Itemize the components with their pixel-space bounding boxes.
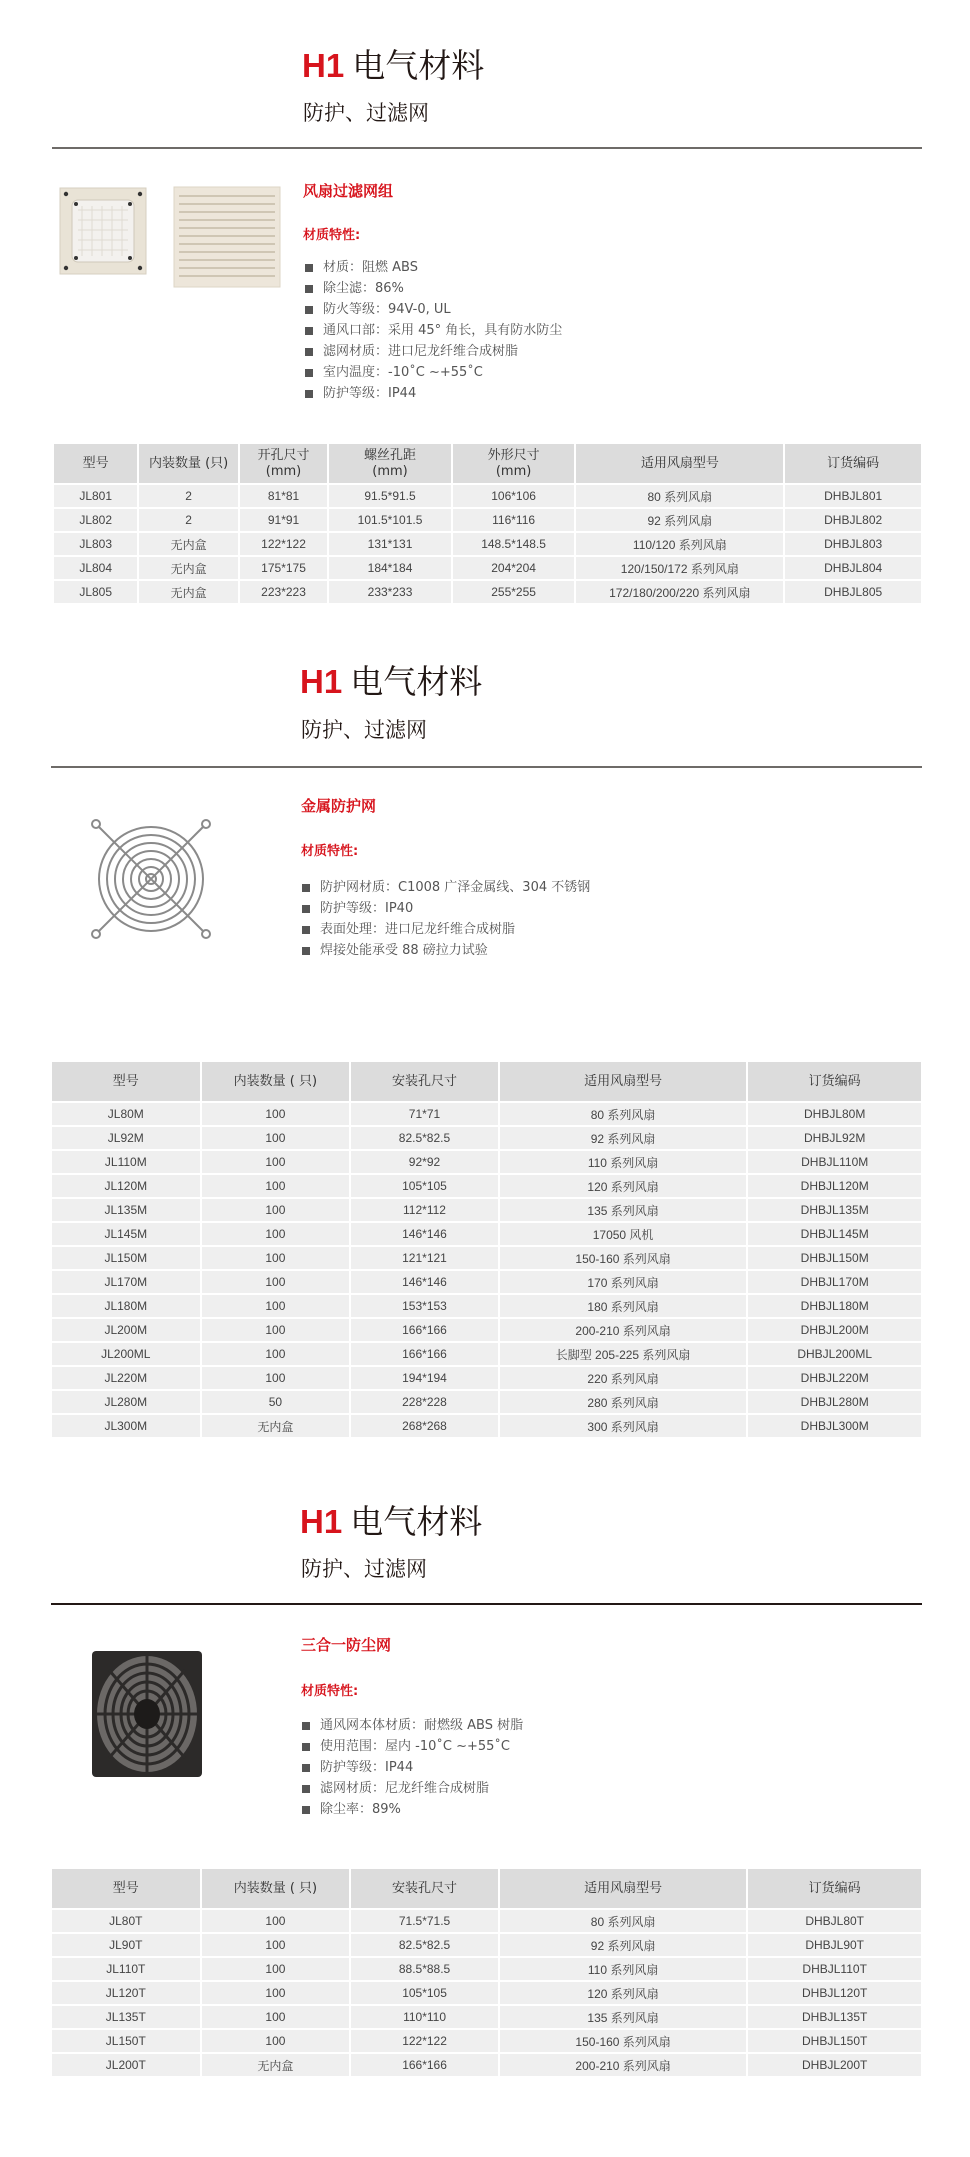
feature-item: 除尘率：89% bbox=[302, 1799, 523, 1820]
table-cell: DHBJL150M bbox=[748, 1247, 921, 1269]
page-title bbox=[300, 1502, 482, 1542]
divider bbox=[51, 766, 922, 768]
feature-item: 滤网材质：尼龙纤维合成树脂 bbox=[302, 1778, 523, 1799]
table-cell: JL110T bbox=[52, 1958, 200, 1980]
metal-fan-guard-image bbox=[88, 818, 214, 940]
table-cell: JL220M bbox=[52, 1367, 200, 1389]
feature-item: 防护等级：IP44 bbox=[305, 383, 562, 404]
table-cell: 110 系列风扇 bbox=[500, 1151, 747, 1173]
column-header-qty: 内装数量 ( 只) bbox=[202, 1869, 350, 1908]
table-cell: 无内盒 bbox=[202, 1415, 350, 1437]
table-cell: 135 系列风扇 bbox=[500, 2006, 746, 2028]
table-cell: 100 bbox=[202, 1319, 350, 1341]
table-cell: DHBJL300M bbox=[748, 1415, 921, 1437]
table-cell: 无内盒 bbox=[139, 533, 237, 555]
table-cell: DHBJL801 bbox=[785, 485, 921, 507]
table-cell: DHBJL80T bbox=[748, 1910, 921, 1932]
table-cell: 100 bbox=[202, 1223, 350, 1245]
square-bullet-icon bbox=[302, 926, 310, 934]
table-cell: 105*105 bbox=[351, 1982, 498, 2004]
table-row bbox=[54, 485, 921, 507]
table-cell: 100 bbox=[202, 1247, 350, 1269]
column-header-model: 型号 bbox=[52, 1062, 200, 1101]
features-list bbox=[305, 257, 562, 404]
table-cell: 180 系列风扇 bbox=[500, 1295, 747, 1317]
table-cell: 17050 风机 bbox=[500, 1223, 747, 1245]
table-cell: DHBJL110T bbox=[748, 1958, 921, 1980]
table-cell: JL135M bbox=[52, 1199, 200, 1221]
table-row bbox=[52, 1343, 921, 1365]
table-row bbox=[52, 1175, 921, 1197]
divider bbox=[51, 1603, 922, 1605]
table-cell: 91*91 bbox=[240, 509, 327, 531]
feature-item: 通风网本体材质：耐燃级 ABS 树脂 bbox=[302, 1715, 523, 1736]
table-cell: 无内盒 bbox=[139, 557, 237, 579]
table-cell: JL120T bbox=[52, 1982, 200, 2004]
table-cell: DHBJL150T bbox=[748, 2030, 921, 2052]
square-bullet-icon bbox=[305, 390, 313, 398]
features-list bbox=[302, 877, 590, 961]
table-row bbox=[52, 1367, 921, 1389]
square-bullet-icon bbox=[302, 884, 310, 892]
feature-item: 防火等级：94V-0, UL bbox=[305, 299, 562, 320]
column-header-outer-size bbox=[453, 444, 575, 483]
table-row bbox=[52, 1103, 921, 1125]
square-bullet-icon bbox=[305, 306, 313, 314]
column-header-order-code: 订货编码 bbox=[748, 1869, 921, 1908]
table-cell: 112*112 bbox=[351, 1199, 498, 1221]
square-bullet-icon bbox=[302, 947, 310, 955]
table-cell: JL92M bbox=[52, 1127, 200, 1149]
cutout-label: 开孔尺寸 bbox=[257, 447, 310, 463]
table-cell: 100 bbox=[202, 2030, 350, 2052]
table-cell: 71.5*71.5 bbox=[351, 1910, 498, 1932]
table-cell: 268*268 bbox=[351, 1415, 498, 1437]
series-code: H1 bbox=[300, 663, 343, 700]
table-cell: 82.5*82.5 bbox=[351, 1127, 498, 1149]
table-row bbox=[54, 581, 921, 603]
table-cell: 204*204 bbox=[453, 557, 575, 579]
table-body bbox=[52, 1910, 921, 2076]
table-cell: JL200T bbox=[52, 2054, 200, 2076]
table-cell: DHBJL200ML bbox=[748, 1343, 921, 1365]
table-cell: 121*121 bbox=[351, 1247, 498, 1269]
table-row bbox=[54, 509, 921, 531]
table-cell: DHBJL200M bbox=[748, 1319, 921, 1341]
square-bullet-icon bbox=[305, 348, 313, 356]
table-cell: 116*116 bbox=[453, 509, 575, 531]
table-cell: 100 bbox=[202, 1151, 350, 1173]
square-bullet-icon bbox=[305, 369, 313, 377]
table-cell: 122*122 bbox=[240, 533, 327, 555]
louvre-grille-image bbox=[173, 186, 281, 288]
table-cell: 184*184 bbox=[329, 557, 451, 579]
table-cell: 80 系列风扇 bbox=[500, 1910, 746, 1932]
table-cell: 300 系列风扇 bbox=[500, 1415, 747, 1437]
table-cell: 200-210 系列风扇 bbox=[500, 2054, 746, 2076]
table-cell: 无内盒 bbox=[202, 2054, 350, 2076]
table-cell: 长脚型 205-225 系列风扇 bbox=[500, 1343, 747, 1365]
table-cell: JL280M bbox=[52, 1391, 200, 1413]
column-header-fan-model: 适用风扇型号 bbox=[500, 1869, 746, 1908]
column-header-mount-hole: 安装孔尺寸 bbox=[351, 1062, 498, 1101]
table-cell: 100 bbox=[202, 1127, 350, 1149]
page-title bbox=[302, 46, 484, 86]
product-name: 风扇过滤网组 bbox=[303, 182, 394, 200]
table-cell: 228*228 bbox=[351, 1391, 498, 1413]
table-body bbox=[54, 485, 921, 603]
table-cell: 100 bbox=[202, 1103, 350, 1125]
column-header-screw-pitch bbox=[329, 444, 451, 483]
table-cell: 146*146 bbox=[351, 1223, 498, 1245]
table-cell: 80 系列风扇 bbox=[576, 485, 783, 507]
column-header-mount-hole: 安装孔尺寸 bbox=[351, 1869, 498, 1908]
table-row bbox=[52, 2006, 921, 2028]
table-cell: DHBJL120T bbox=[748, 1982, 921, 2004]
table-cell: JL801 bbox=[54, 485, 137, 507]
feature-item: 材质：阻燃 ABS bbox=[305, 257, 562, 278]
page-subtitle: 防护、过滤网 bbox=[303, 101, 429, 125]
screw-pitch-label: 螺丝孔距 bbox=[364, 447, 417, 463]
table-cell: 223*223 bbox=[240, 581, 327, 603]
table-cell: 80 系列风扇 bbox=[500, 1103, 747, 1125]
title-text: 电气材料 bbox=[350, 662, 483, 701]
product-name: 金属防护网 bbox=[301, 797, 377, 815]
spec-table bbox=[50, 1060, 923, 1439]
table-cell: 110 系列风扇 bbox=[500, 1958, 746, 1980]
table-cell: 148.5*148.5 bbox=[453, 533, 575, 555]
section-fan-filter bbox=[0, 0, 970, 620]
feature-item: 滤网材质：进口尼龙纤维合成树脂 bbox=[305, 341, 562, 362]
table-cell: 110*110 bbox=[351, 2006, 498, 2028]
square-bullet-icon bbox=[302, 905, 310, 913]
table-cell: 122*122 bbox=[351, 2030, 498, 2052]
table-cell: DHBJL120M bbox=[748, 1175, 921, 1197]
table-row bbox=[52, 1295, 921, 1317]
table-cell: JL80T bbox=[52, 1910, 200, 1932]
table-cell: 220 系列风扇 bbox=[500, 1367, 747, 1389]
table-body bbox=[52, 1103, 921, 1437]
table-row bbox=[52, 1391, 921, 1413]
features-heading: 材质特性: bbox=[301, 844, 359, 859]
table-row bbox=[52, 1199, 921, 1221]
table-cell: DHBJL200T bbox=[748, 2054, 921, 2076]
fan-filter-assembly-image bbox=[58, 186, 148, 276]
table-cell: 166*166 bbox=[351, 2054, 498, 2076]
feature-item: 防护网材质：C1008 广泽金属线、304 不锈钢 bbox=[302, 877, 590, 898]
table-cell: 2 bbox=[139, 509, 237, 531]
table-cell: 106*106 bbox=[453, 485, 575, 507]
table-cell: 150-160 系列风扇 bbox=[500, 1247, 747, 1269]
square-bullet-icon bbox=[305, 264, 313, 272]
table-row bbox=[52, 1910, 921, 1932]
feature-item: 表面处理：进口尼龙纤维合成树脂 bbox=[302, 919, 590, 940]
table-cell: JL90T bbox=[52, 1934, 200, 1956]
column-header-cutout bbox=[240, 444, 327, 483]
table-row bbox=[52, 1151, 921, 1173]
column-header-qty: 内装数量 (只) bbox=[139, 444, 237, 483]
table-cell: 101.5*101.5 bbox=[329, 509, 451, 531]
table-cell: JL802 bbox=[54, 509, 137, 531]
table-row bbox=[52, 1982, 921, 2004]
table-cell: DHBJL220M bbox=[748, 1367, 921, 1389]
square-bullet-icon bbox=[302, 1722, 310, 1730]
table-cell: 88.5*88.5 bbox=[351, 1958, 498, 1980]
feature-item: 室内温度：-10˚C ~+55˚C bbox=[305, 362, 562, 383]
table-cell: 120 系列风扇 bbox=[500, 1982, 746, 2004]
features-heading: 材质特性: bbox=[301, 1684, 359, 1699]
table-cell: 172/180/200/220 系列风扇 bbox=[576, 581, 783, 603]
table-cell: 200-210 系列风扇 bbox=[500, 1319, 747, 1341]
table-cell: JL805 bbox=[54, 581, 137, 603]
section-dust-filter bbox=[0, 1450, 970, 2157]
table-cell: 100 bbox=[202, 1175, 350, 1197]
table-cell: 100 bbox=[202, 1958, 350, 1980]
page-subtitle: 防护、过滤网 bbox=[301, 1557, 427, 1581]
table-cell: JL170M bbox=[52, 1271, 200, 1293]
table-cell: 100 bbox=[202, 2006, 350, 2028]
table-cell: DHBJL90T bbox=[748, 1934, 921, 1956]
table-cell: 92 系列风扇 bbox=[576, 509, 783, 531]
feature-item: 防护等级：IP40 bbox=[302, 898, 590, 919]
table-cell: 2 bbox=[139, 485, 237, 507]
table-cell: JL80M bbox=[52, 1103, 200, 1125]
title-text: 电气材料 bbox=[352, 46, 485, 85]
table-row bbox=[52, 1934, 921, 1956]
table-cell: 91.5*91.5 bbox=[329, 485, 451, 507]
table-cell: 50 bbox=[202, 1391, 350, 1413]
table-cell: JL803 bbox=[54, 533, 137, 555]
table-cell: DHBJL804 bbox=[785, 557, 921, 579]
table-cell: 100 bbox=[202, 1982, 350, 2004]
table-cell: 71*71 bbox=[351, 1103, 498, 1125]
table-cell: 81*81 bbox=[240, 485, 327, 507]
table-row bbox=[52, 2030, 921, 2052]
table-cell: DHBJL92M bbox=[748, 1127, 921, 1149]
table-cell: 120 系列风扇 bbox=[500, 1175, 747, 1197]
spec-table bbox=[50, 1867, 923, 2078]
table-cell: JL120M bbox=[52, 1175, 200, 1197]
unit-label: (mm) bbox=[265, 463, 302, 479]
table-cell: DHBJL802 bbox=[785, 509, 921, 531]
table-cell: DHBJL280M bbox=[748, 1391, 921, 1413]
column-header-model: 型号 bbox=[52, 1869, 200, 1908]
table-cell: 100 bbox=[202, 1910, 350, 1932]
spec-table bbox=[52, 442, 923, 605]
features-list bbox=[302, 1715, 523, 1820]
square-bullet-icon bbox=[302, 1806, 310, 1814]
series-code: H1 bbox=[300, 1503, 343, 1540]
page-title bbox=[300, 662, 482, 702]
table-cell: 100 bbox=[202, 1367, 350, 1389]
table-cell: 170 系列风扇 bbox=[500, 1271, 747, 1293]
table-cell: JL110M bbox=[52, 1151, 200, 1173]
series-code: H1 bbox=[302, 47, 345, 84]
table-cell: JL200M bbox=[52, 1319, 200, 1341]
table-cell: 100 bbox=[202, 1934, 350, 1956]
table-cell: DHBJL180M bbox=[748, 1295, 921, 1317]
square-bullet-icon bbox=[302, 1785, 310, 1793]
table-row bbox=[52, 1319, 921, 1341]
column-header-order-code: 订货编码 bbox=[785, 444, 921, 483]
table-row bbox=[52, 1247, 921, 1269]
table-cell: 120/150/172 系列风扇 bbox=[576, 557, 783, 579]
table-cell: 92*92 bbox=[351, 1151, 498, 1173]
table-cell: 110/120 系列风扇 bbox=[576, 533, 783, 555]
table-cell: 166*166 bbox=[351, 1343, 498, 1365]
three-in-one-dust-filter-image bbox=[91, 1650, 203, 1778]
table-cell: JL804 bbox=[54, 557, 137, 579]
table-cell: JL145M bbox=[52, 1223, 200, 1245]
product-name: 三合一防尘网 bbox=[301, 1636, 392, 1654]
table-row bbox=[52, 2054, 921, 2076]
table-cell: DHBJL110M bbox=[748, 1151, 921, 1173]
title-text: 电气材料 bbox=[350, 1502, 483, 1541]
feature-item: 使用范围：屋内 -10˚C ~+55˚C bbox=[302, 1736, 523, 1757]
table-cell: 146*146 bbox=[351, 1271, 498, 1293]
table-cell: 280 系列风扇 bbox=[500, 1391, 747, 1413]
feature-item: 焊接处能承受 88 磅拉力试验 bbox=[302, 940, 590, 961]
table-cell: 92 系列风扇 bbox=[500, 1934, 746, 1956]
unit-label: (mm) bbox=[372, 463, 408, 479]
table-row bbox=[54, 557, 921, 579]
feature-item: 防护等级：IP44 bbox=[302, 1757, 523, 1778]
column-header-fan-model: 适用风扇型号 bbox=[500, 1062, 747, 1101]
divider bbox=[52, 147, 922, 149]
square-bullet-icon bbox=[302, 1743, 310, 1751]
features-heading: 材质特性: bbox=[303, 228, 361, 243]
column-header-qty: 内装数量 ( 只) bbox=[202, 1062, 350, 1101]
table-cell: 无内盒 bbox=[139, 581, 237, 603]
table-cell: DHBJL805 bbox=[785, 581, 921, 603]
table-cell: 175*175 bbox=[240, 557, 327, 579]
section-metal-guard bbox=[0, 620, 970, 1450]
table-cell: 153*153 bbox=[351, 1295, 498, 1317]
outer-size-label: 外形尺寸 bbox=[487, 447, 540, 463]
table-cell: DHBJL803 bbox=[785, 533, 921, 555]
table-row bbox=[52, 1415, 921, 1437]
table-cell: 82.5*82.5 bbox=[351, 1934, 498, 1956]
square-bullet-icon bbox=[302, 1764, 310, 1772]
table-cell: DHBJL135T bbox=[748, 2006, 921, 2028]
table-row bbox=[52, 1223, 921, 1245]
table-cell: DHBJL135M bbox=[748, 1199, 921, 1221]
table-cell: JL150M bbox=[52, 1247, 200, 1269]
square-bullet-icon bbox=[305, 327, 313, 335]
table-cell: 105*105 bbox=[351, 1175, 498, 1197]
table-cell: 255*255 bbox=[453, 581, 575, 603]
table-cell: 100 bbox=[202, 1295, 350, 1317]
table-cell: JL180M bbox=[52, 1295, 200, 1317]
table-cell: 166*166 bbox=[351, 1319, 498, 1341]
table-cell: DHBJL170M bbox=[748, 1271, 921, 1293]
table-cell: JL300M bbox=[52, 1415, 200, 1437]
table-cell: 100 bbox=[202, 1199, 350, 1221]
column-header-order-code: 订货编码 bbox=[748, 1062, 921, 1101]
table-cell: JL200ML bbox=[52, 1343, 200, 1365]
table-cell: JL150T bbox=[52, 2030, 200, 2052]
table-row bbox=[54, 533, 921, 555]
table-row bbox=[52, 1127, 921, 1149]
table-cell: 92 系列风扇 bbox=[500, 1127, 747, 1149]
feature-item: 除尘滤：86% bbox=[305, 278, 562, 299]
table-cell: DHBJL145M bbox=[748, 1223, 921, 1245]
table-cell: 100 bbox=[202, 1271, 350, 1293]
unit-label: (mm) bbox=[495, 463, 532, 479]
table-row bbox=[52, 1271, 921, 1293]
table-cell: 131*131 bbox=[329, 533, 451, 555]
table-cell: 194*194 bbox=[351, 1367, 498, 1389]
table-cell: 150-160 系列风扇 bbox=[500, 2030, 746, 2052]
square-bullet-icon bbox=[305, 285, 313, 293]
table-cell: 233*233 bbox=[329, 581, 451, 603]
page-subtitle: 防护、过滤网 bbox=[301, 718, 427, 742]
feature-item: 通风口部：采用 45° 角长，具有防水防尘 bbox=[305, 320, 562, 341]
table-cell: DHBJL80M bbox=[748, 1103, 921, 1125]
column-header-fan-model: 适用风扇型号 bbox=[576, 444, 783, 483]
table-cell: 135 系列风扇 bbox=[500, 1199, 747, 1221]
column-header-model: 型号 bbox=[54, 444, 137, 483]
table-row bbox=[52, 1958, 921, 1980]
table-cell: JL135T bbox=[52, 2006, 200, 2028]
table-cell: 100 bbox=[202, 1343, 350, 1365]
